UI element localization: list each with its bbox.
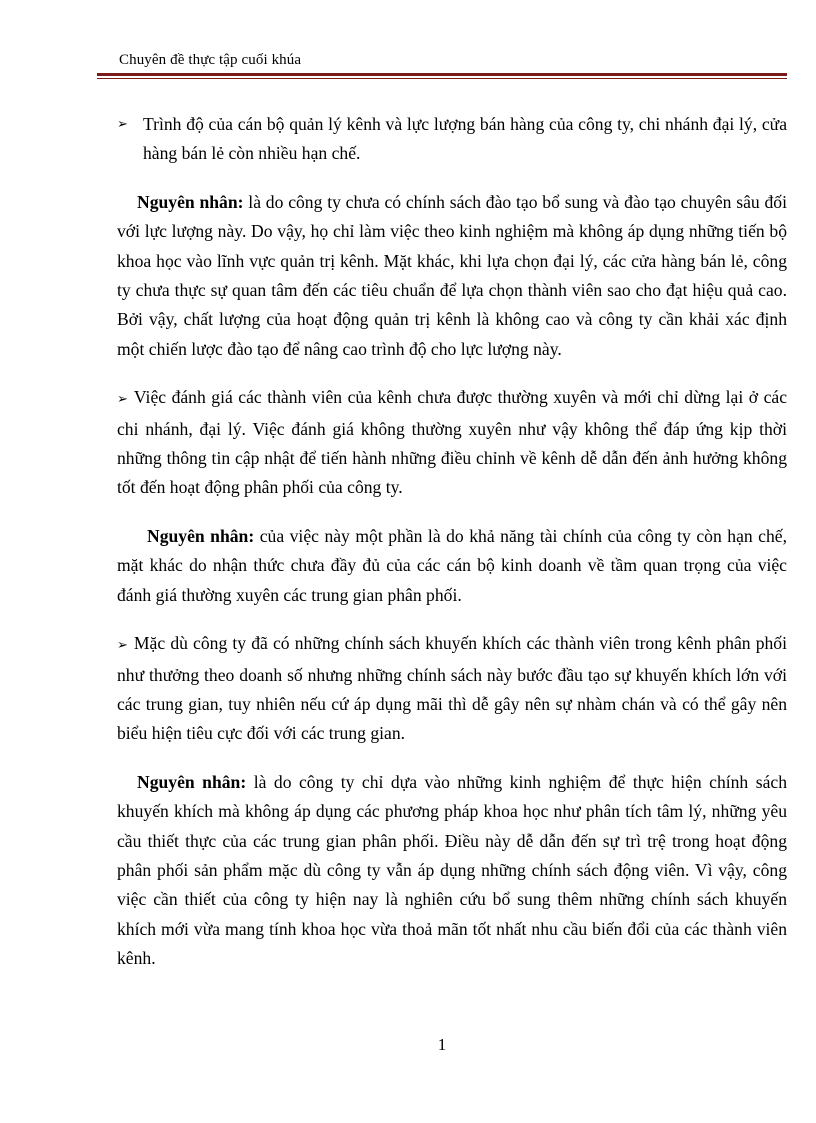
page-header-title: Chuyên đề thực tập cuối khúa: [119, 52, 302, 68]
cause-label: Nguyên nhân:: [137, 191, 244, 212]
cause-label: Nguyên nhân:: [137, 771, 247, 792]
bullet-paragraph-1: [117, 110, 787, 169]
arrow-bullet-icon: ➢: [117, 638, 128, 654]
cause-paragraph-1: [117, 188, 787, 364]
bullet-text: Mặc dù công ty đã có những chính sách khuyến khích các thành viên trong kênh phân phối như thưởng theo doanh số nhưng những chính sách này bước đầu tạo sự khuyến khích lớn với các trung gian, tuy nhiên nếu cứ áp dụng mãi thì dễ gây nên sự nhàm chán và có thể gây nên biểu hiện tiêu cực đối với các trung gian.: [117, 633, 787, 744]
bullet-text: Trình độ của cán bộ quản lý kênh và lực lượng bán hàng của công ty, chi nhánh đại lý, cửa hàng bán lẻ còn nhiều hạn chế.: [143, 114, 787, 164]
bullet-text: Việc đánh giá các thành viên của kênh chưa được thường xuyên và mới chỉ dừng lại ở các chi nhánh, đại lý. Việc đánh giá không thường xuyên như vậy không thể đáp ứng kịp thời những thông tin cập nhật để tiến hành những điều chỉnh về kênh dễ dẫn đến ảnh hưởng không tốt đến hoạt động phân phối của công ty.: [117, 387, 787, 498]
arrow-bullet-icon: ➢: [117, 117, 128, 132]
bullet-paragraph-3: [117, 629, 787, 749]
document-body: [117, 110, 787, 993]
cause-paragraph-3: [117, 768, 787, 974]
cause-text: là do công ty chưa có chính sách đào tạo bổ sung và đào tạo chuyên sâu đối với lực lượng này. Do vậy, họ chỉ làm việc theo kinh nghiệm mà không áp dụng những tiến bộ khoa học vào lĩnh vực quản trị kênh. Mặt khác, khi lựa chọn đại lý, các cửa hàng bán lẻ, công ty chưa thực sự quan tâm đến các tiêu chuẩn để lựa chọn thành viên sao cho đạt hiệu quả cao. Bởi vậy, chất lượng của hoạt động quản trị kênh là không cao và công ty cần khải xác định một chiến lược đào tạo để nâng cao trình độ cho lực lượng này.: [117, 191, 787, 359]
bullet-paragraph-2: [117, 383, 787, 503]
cause-paragraph-2: [117, 522, 787, 610]
cause-label: Nguyên nhân:: [147, 525, 255, 546]
header-rule-thick: [97, 73, 787, 76]
page-number: 1: [437, 1035, 447, 1054]
arrow-bullet-icon: ➢: [117, 392, 128, 408]
header-rule-thin: [97, 78, 787, 79]
cause-text: của việc này một phần là do khả năng tài chính của công ty còn hạn chế, mặt khác do nhận thức chưa đầy đủ của các cán bộ kinh doanh về tầm quan trọng của việc đánh giá thường xuyên các trung gian phân phối.: [117, 525, 787, 605]
cause-text: là do công ty chỉ dựa vào những kinh nghiệm để thực hiện chính sách khuyến khích mà không áp dụng các phương pháp khoa học như phân tích tâm lý, những yêu cầu thiết thực của các trung gian phân phối. Điều này dễ dẫn đến sự trì trệ trong hoạt động phân phối sản phẩm mặc dù công ty vẫn áp dụng những chính sách động viên. Vì vậy, công việc cần thiết của công ty hiện nay là nghiên cứu bổ sung thêm những chính sách khuyến khích mới vừa mang tính khoa học vừa thoả mãn tốt nhất nhu cầu biến đổi của các thành viên kênh.: [117, 771, 787, 969]
